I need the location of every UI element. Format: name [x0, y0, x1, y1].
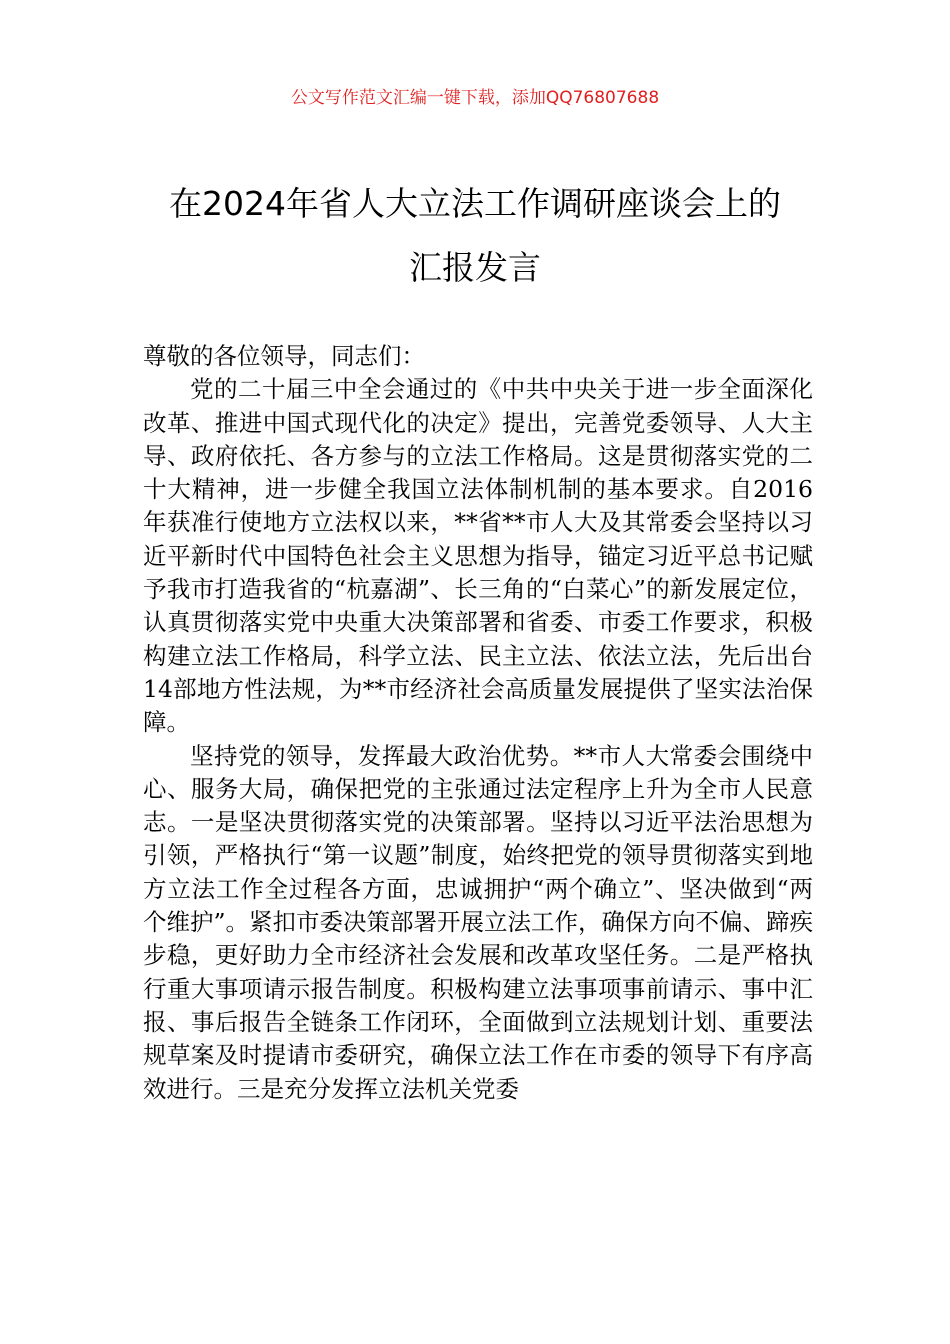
title-line-2: 汇报发言 [409, 248, 541, 287]
title-line-1: 在2024年省人大立法工作调研座谈会上的 [169, 184, 781, 223]
body-paragraph-2: 坚持党的领导，发挥最大政治优势。**市人大常委会围绕中心、服务大局，确保把党的主张通过法定程序上升为全市人民意志。一是坚决贯彻落实党的决策部署。坚持以习近平法治思想为引领，严格执行“第一议题”制度，始终把党的领导贯彻落实到地方立法工作全过程各方面，忠诚拥护“两个确立”、坚决做到“两个维护”。紧扣市委决策部署开展立法工作，确保方向不偏、蹄疾步稳，更好助力全市经济社会发展和改革攻坚任务。二是严格执行重大事项请示报告制度。积极构建立法事项事前请示、事中汇报、事后报告全链条工作闭环，全面做到立法规划计划、重要法规草案及时提请市委研究，确保立法工作在市委的领导下有序高效进行。三是充分发挥立法机关党委 [143, 741, 814, 1103]
body-paragraph-1: 党的二十届三中全会通过的《中共中央关于进一步全面深化改革、推进中国式现代化的决定》提出，完善党委领导、人大主导、政府依托、各方参与的立法工作格局。这是贯彻落实党的二十大精神，进一步健全我国立法体制机制的基本要求。自2016年获准行使地方立法权以来，**省**市人大及其常委会坚持以习近平新时代中国特色社会主义思想为指导，锚定习近平总书记赋予我市打造我省的“杭嘉湖”、长三角的“白菜心”的新发展定位，认真贯彻落实党中央重大决策部署和省委、市委工作要求，积极构建立法工作格局，科学立法、民主立法、依法立法，先后出台14部地方性法规，为**市经济社会高质量发展提供了坚实法治保障。 [143, 375, 813, 737]
promo-banner: 公文写作范文汇编一键下载，添加QQ76807688 [290, 88, 660, 108]
document-body [143, 340, 813, 1106]
salutation: 尊敬的各位领导，同志们： [143, 342, 425, 370]
document-title [100, 172, 850, 300]
